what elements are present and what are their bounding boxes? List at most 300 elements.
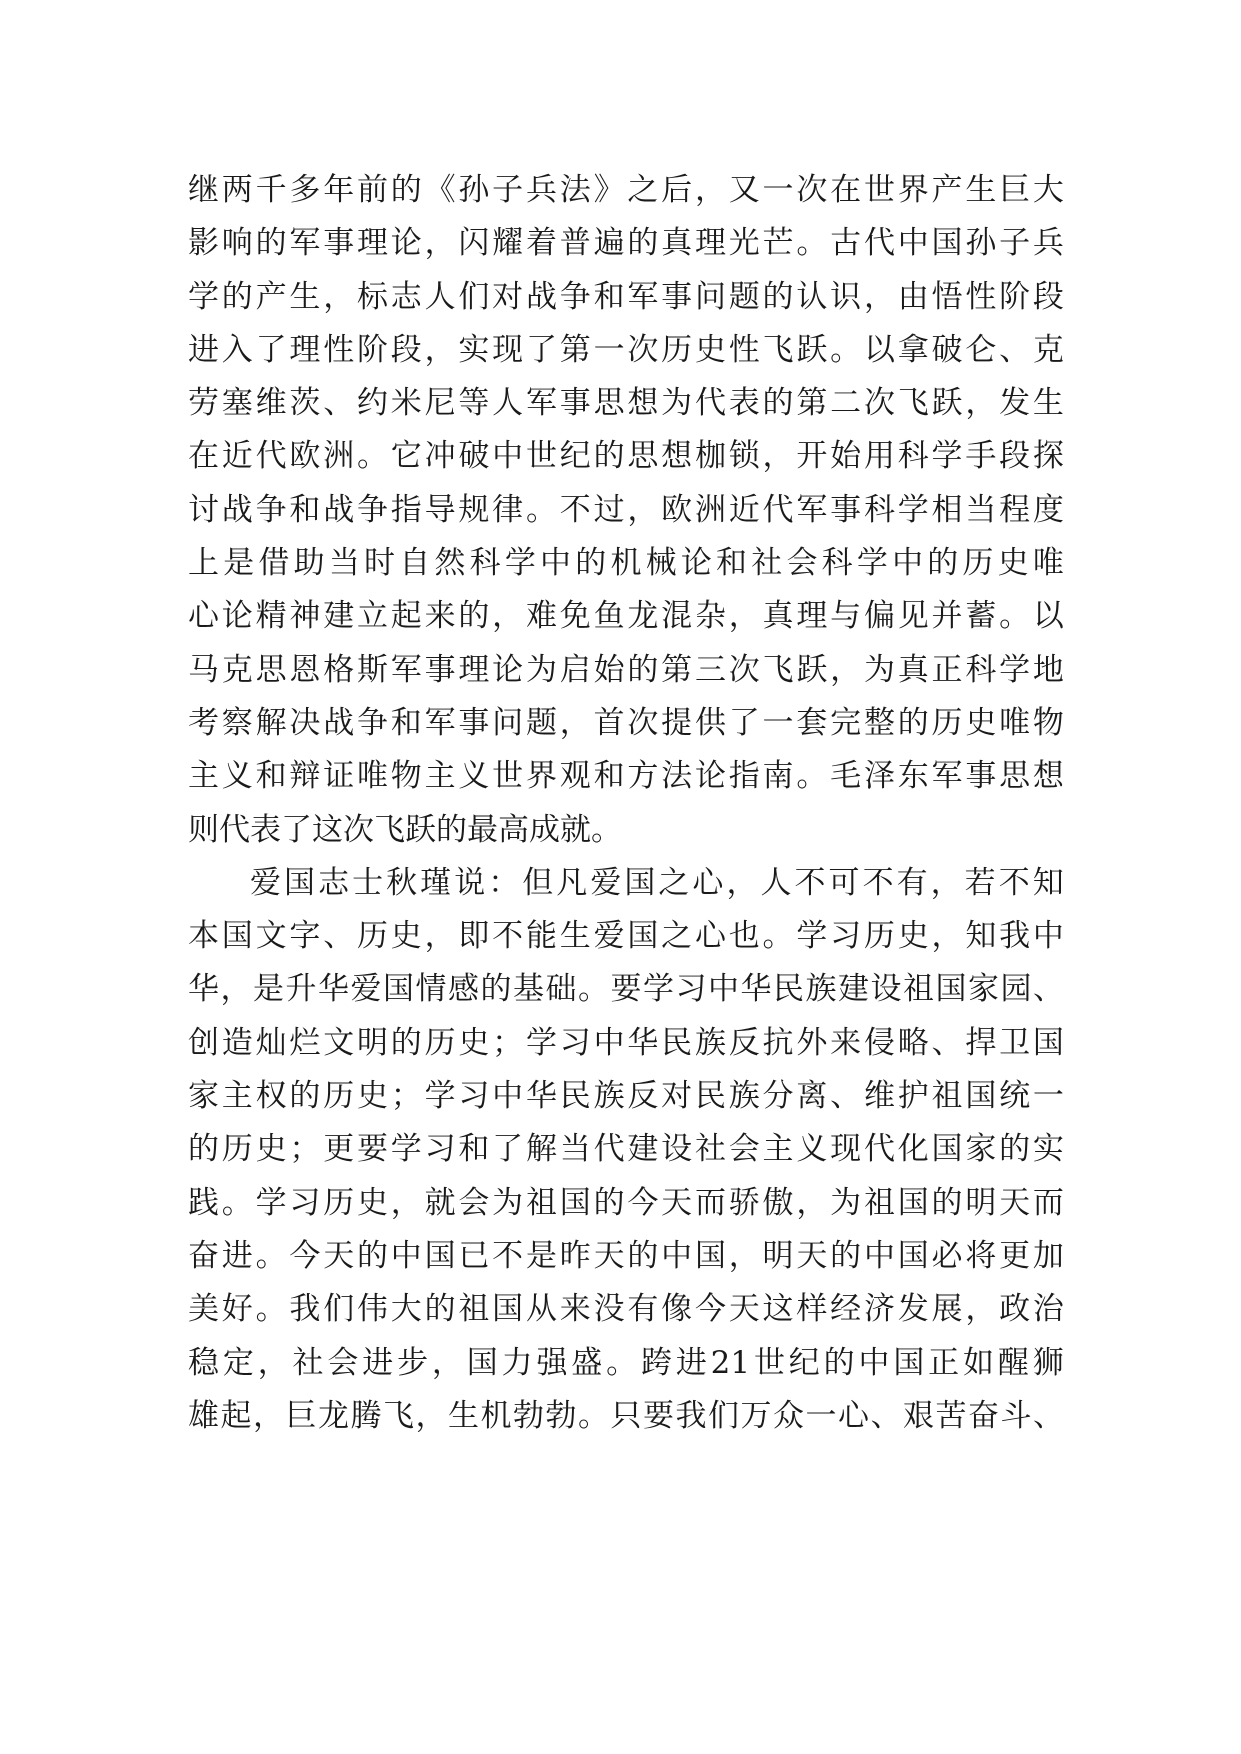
text-glyph: 不 [862, 864, 894, 901]
text-glyph: 的 [762, 385, 794, 422]
text-glyph: 我 [289, 1291, 321, 1328]
text-glyph: 孙 [458, 172, 490, 208]
text-glyph: 理 [356, 225, 388, 262]
text-glyph: 兵 [1032, 225, 1064, 262]
text-glyph: 们 [708, 1397, 739, 1434]
text-glyph: 次 [728, 651, 760, 688]
text-glyph: 见 [897, 598, 929, 635]
text-glyph: 的 [999, 1131, 1031, 1168]
text-glyph: 学 [255, 1184, 287, 1221]
text-glyph: 历 [424, 1024, 456, 1061]
text-glyph: 、 [999, 331, 1031, 368]
text-glyph: 泽 [863, 758, 895, 795]
text-glyph: 分 [762, 1078, 794, 1115]
text-glyph: 战 [221, 491, 253, 528]
text-glyph: 生 [1032, 385, 1064, 422]
text-glyph: 心 [692, 864, 724, 901]
text-glyph: 问 [492, 704, 524, 741]
text-glyph: 。 [525, 491, 557, 528]
text-glyph: 约 [356, 385, 388, 422]
text-glyph: 一 [762, 704, 794, 741]
text-glyph: 心 [694, 918, 726, 955]
text-glyph: 的 [762, 278, 794, 315]
text-glyph: 史 [694, 331, 726, 368]
text-glyph: 想 [627, 385, 659, 422]
text-glyph: 始 [830, 438, 862, 475]
text-glyph: 《 [424, 172, 456, 208]
text-glyph: 。 [356, 438, 388, 475]
text-glyph: 学 [188, 278, 219, 315]
text-glyph: 建 [627, 1131, 659, 1168]
text-glyph: 国 [383, 971, 414, 1008]
text-glyph: ； [390, 1078, 422, 1115]
text-glyph: 飞 [762, 331, 794, 368]
text-glyph: 物 [1032, 704, 1064, 741]
text-line [188, 1390, 1064, 1443]
text-glyph: 光 [728, 225, 760, 262]
text-glyph: 国 [897, 1237, 929, 1274]
text-glyph: 龙 [318, 1397, 349, 1434]
text-glyph: 神 [289, 598, 321, 635]
text-glyph: 是 [525, 1237, 557, 1274]
text-glyph: 历 [661, 331, 693, 368]
text-glyph: 进 [362, 1344, 394, 1381]
text-glyph: 发 [897, 1291, 929, 1328]
text-glyph: 论 [492, 651, 524, 688]
text-glyph: 世 [753, 1344, 785, 1381]
text-glyph: 华 [627, 1024, 659, 1061]
text-glyph: 供 [694, 704, 726, 741]
text-glyph: 题 [525, 704, 557, 741]
text-glyph: 现 [830, 1131, 862, 1168]
text-glyph: 在 [188, 438, 219, 475]
text-glyph: 律 [492, 491, 524, 528]
text-glyph: 探 [1032, 438, 1064, 475]
text-glyph: 和 [458, 1131, 490, 1168]
text-glyph: 历 [356, 918, 388, 955]
text-glyph: 21 [710, 1344, 751, 1381]
paragraph-1 [188, 164, 1064, 857]
text-glyph: 中 [593, 1024, 625, 1061]
text-glyph: 践 [188, 1184, 219, 1221]
text-glyph: 文 [323, 1024, 355, 1061]
text-glyph: 的 [931, 1184, 963, 1221]
text-glyph: 世 [492, 758, 524, 795]
text-glyph: 助 [293, 545, 325, 582]
text-glyph: 今 [627, 1184, 659, 1221]
text-glyph: 而 [1032, 1184, 1064, 1221]
text-glyph: 中 [897, 225, 929, 262]
text-glyph: 醒 [997, 1344, 1029, 1381]
text-glyph: 飞 [897, 385, 929, 422]
text-glyph: 思 [999, 758, 1031, 795]
text-glyph: 不 [559, 491, 591, 528]
text-glyph: 烂 [289, 1024, 321, 1061]
text-glyph: 国 [492, 1291, 524, 1328]
text-glyph: 的 [593, 1184, 625, 1221]
text-glyph: 维 [255, 385, 287, 422]
text-line [188, 537, 1064, 590]
text-glyph: 科 [897, 438, 929, 475]
text-glyph: 天 [999, 1184, 1031, 1221]
text-glyph: ， [965, 385, 997, 422]
text-glyph: 祖 [903, 971, 934, 1008]
text-glyph: 巨 [999, 172, 1031, 208]
text-glyph: 想 [661, 438, 693, 475]
text-glyph: 我 [675, 1397, 707, 1434]
text-glyph: 想 [1032, 758, 1064, 795]
text-glyph: 。 [606, 1344, 638, 1381]
text-glyph: 现 [492, 331, 524, 368]
text-glyph: 会 [728, 1131, 760, 1168]
text-glyph: 的 [390, 1024, 422, 1061]
text-glyph: 产 [255, 278, 287, 315]
text-line [188, 644, 1064, 697]
text-glyph: 爱 [593, 918, 625, 955]
text-glyph: 傲 [762, 1184, 794, 1221]
text-glyph: 学 [390, 1131, 422, 1168]
text-glyph: 性 [728, 331, 760, 368]
text-glyph: 志 [390, 278, 422, 315]
text-glyph: 史 [390, 918, 422, 955]
text-line [188, 857, 1064, 910]
text-glyph: 飞 [383, 1397, 414, 1434]
text-glyph: 家 [968, 971, 999, 1008]
text-glyph: 华 [188, 971, 219, 1008]
text-glyph: 家 [965, 1131, 997, 1168]
text-glyph: 过 [593, 491, 625, 528]
text-glyph: 精 [255, 598, 287, 635]
text-glyph: 族 [728, 1078, 760, 1115]
text-glyph: 中 [708, 971, 739, 1008]
text-glyph: 杂 [694, 598, 726, 635]
text-glyph: ， [431, 1344, 463, 1381]
text-glyph: 但 [522, 864, 554, 901]
text-glyph: 民 [559, 1078, 591, 1115]
text-glyph: 瑾 [420, 864, 452, 901]
text-glyph: 前 [356, 172, 388, 208]
text-glyph: 学 [643, 971, 674, 1008]
text-glyph: 反 [728, 1024, 760, 1061]
text-glyph: 军 [289, 225, 321, 262]
text-glyph: 我 [999, 918, 1031, 955]
text-glyph: 产 [931, 172, 963, 208]
text-glyph: 巨 [285, 1397, 317, 1434]
text-glyph: 的 [830, 1237, 862, 1274]
text-glyph: 起 [220, 1397, 252, 1434]
text-glyph: 学 [999, 651, 1031, 688]
text-glyph: 要 [356, 1131, 388, 1168]
text-line [188, 377, 1064, 430]
text-glyph: 中 [1032, 918, 1064, 955]
text-glyph: 国 [935, 971, 967, 1008]
text-glyph: 建 [838, 971, 869, 1008]
text-glyph: 真 [897, 651, 929, 688]
text-glyph: 年 [323, 172, 355, 208]
text-glyph: 世 [525, 438, 557, 475]
text-glyph: 问 [694, 278, 726, 315]
text-glyph: 方 [627, 758, 659, 795]
text-glyph: 理 [796, 598, 828, 635]
text-glyph: 悟 [931, 278, 963, 315]
text-glyph: 龙 [627, 598, 659, 635]
text-glyph: 会 [786, 545, 818, 582]
text-glyph: 就 [424, 1184, 456, 1221]
text-glyph: 们 [323, 1291, 355, 1328]
text-glyph: 为 [492, 1184, 524, 1221]
text-line [188, 324, 1064, 377]
text-line [188, 590, 1064, 643]
text-glyph: 伟 [356, 1291, 388, 1328]
text-glyph: 了 [728, 704, 760, 741]
text-glyph: 代 [863, 1131, 895, 1168]
text-glyph: 的 [424, 1291, 456, 1328]
text-glyph: 狮 [1032, 1344, 1064, 1381]
text-glyph: 勃 [545, 1397, 577, 1434]
text-glyph: 破 [458, 438, 490, 475]
text-glyph: 要 [643, 1397, 674, 1434]
text-glyph: 时 [364, 545, 396, 582]
text-glyph: 万 [740, 1397, 772, 1434]
text-glyph: 二 [830, 385, 862, 422]
text-glyph: 义 [796, 1131, 828, 1168]
text-glyph: 史 [965, 704, 997, 741]
text-line [188, 430, 1064, 483]
text-glyph: 今 [289, 1237, 321, 1274]
text-glyph: 国 [1032, 1024, 1064, 1061]
text-glyph: ， [220, 971, 252, 1008]
text-glyph: 蓄 [965, 598, 997, 635]
text-glyph: ， [863, 278, 895, 315]
text-glyph: 军 [390, 651, 422, 688]
text-glyph: 由 [897, 278, 929, 315]
text-glyph: 战 [323, 704, 355, 741]
text-glyph: 科 [821, 545, 853, 582]
text-glyph: 事 [424, 651, 456, 688]
text-glyph: 了 [255, 331, 287, 368]
text-glyph: 的 [289, 1078, 321, 1115]
text-glyph: 发 [999, 385, 1031, 422]
text-glyph: 的 [480, 971, 512, 1008]
text-glyph: 一 [1032, 1078, 1064, 1115]
text-glyph: 义 [458, 758, 490, 795]
text-glyph: 近 [728, 491, 760, 528]
text-glyph: 洲 [323, 438, 355, 475]
text-glyph: 历 [863, 918, 895, 955]
text-glyph: 纪 [788, 1344, 820, 1381]
text-glyph: 入 [221, 331, 253, 368]
text-glyph: 争 [559, 278, 591, 315]
text-glyph: 法 [661, 758, 693, 795]
text-glyph: 中 [863, 1237, 895, 1274]
text-glyph: 古 [830, 225, 862, 262]
text-glyph: 历 [221, 1131, 253, 1168]
text-glyph: 。 [255, 1291, 287, 1328]
text-glyph: 心 [838, 1397, 869, 1434]
text-glyph: 习 [675, 971, 707, 1008]
text-glyph: 是 [223, 545, 255, 582]
text-glyph: 中 [492, 1078, 524, 1115]
text-line [188, 1070, 1064, 1123]
text-glyph: 与 [830, 598, 862, 635]
text-line [188, 1017, 1064, 1070]
text-glyph: 实 [1032, 1131, 1064, 1168]
text-glyph: 代 [863, 225, 895, 262]
text-glyph: 国 [965, 1078, 997, 1115]
text-line [188, 271, 1064, 324]
text-glyph: 是 [253, 971, 284, 1008]
text-glyph: 盛 [571, 1344, 603, 1381]
text-glyph: 习 [559, 1024, 591, 1061]
text-glyph: 械 [645, 545, 677, 582]
text-glyph: ， [930, 864, 962, 901]
text-glyph: 明 [762, 1237, 794, 1274]
text-glyph: 必 [931, 1237, 963, 1274]
text-glyph: 自 [399, 545, 431, 582]
text-glyph: 然 [434, 545, 466, 582]
text-glyph: 论 [694, 758, 726, 795]
text-glyph: 跃 [796, 331, 828, 368]
text-glyph: 后 [661, 172, 693, 208]
text-glyph: 偏 [863, 598, 895, 635]
text-glyph: 正 [928, 1344, 960, 1381]
text-glyph: ， [559, 704, 591, 741]
text-glyph: 之 [661, 918, 693, 955]
text-glyph: 志 [318, 864, 350, 901]
text-glyph: 生 [965, 172, 997, 208]
text-glyph: 华 [318, 971, 349, 1008]
text-glyph: 近 [221, 438, 253, 475]
text-glyph: 鱼 [593, 598, 625, 635]
text-glyph: 文 [255, 918, 287, 955]
text-glyph: 政 [999, 1291, 1031, 1328]
text-glyph: 事 [965, 758, 997, 795]
text-glyph: 并 [931, 598, 963, 635]
text-glyph: 论 [221, 598, 253, 635]
text-glyph: 跃 [931, 385, 963, 422]
text-glyph: 地 [1032, 651, 1064, 688]
text-glyph: 枷 [694, 438, 726, 475]
text-glyph: 论 [680, 545, 712, 582]
text-glyph: 历 [931, 704, 963, 741]
text-glyph: 的 [356, 1237, 388, 1274]
text-line [188, 1123, 1064, 1176]
text-glyph: 破 [931, 331, 963, 368]
text-glyph: 腾 [350, 1397, 382, 1434]
text-glyph: 段 [999, 438, 1031, 475]
text-glyph: 历 [323, 1078, 355, 1115]
text-glyph: ， [424, 918, 456, 955]
text-glyph: 一 [805, 1397, 837, 1434]
text-glyph: ， [762, 438, 794, 475]
text-glyph: 家 [188, 1078, 219, 1115]
text-glyph: 略 [897, 1024, 929, 1061]
text-glyph: 济 [863, 1291, 895, 1328]
text-line [188, 1177, 1064, 1230]
text-glyph: 次 [627, 331, 659, 368]
text-glyph: 加 [1032, 1237, 1064, 1274]
text-glyph: 离 [796, 1078, 828, 1115]
text-glyph: ， [796, 1184, 828, 1221]
text-glyph: 真 [661, 225, 693, 262]
text-glyph: 开 [796, 438, 828, 475]
paragraph-2 [188, 857, 1064, 1443]
text-glyph: 大 [390, 1291, 422, 1328]
text-glyph: 跨 [640, 1344, 672, 1381]
text-glyph: 军 [627, 278, 659, 315]
text-glyph: 生 [559, 918, 591, 955]
text-glyph: 可 [828, 864, 860, 901]
text-glyph: 史 [997, 545, 1029, 582]
text-glyph: 中 [390, 1237, 422, 1274]
text-glyph: 中 [661, 1237, 693, 1274]
text-glyph: 东 [897, 758, 929, 795]
text-glyph: 爱 [590, 864, 622, 901]
text-glyph: 民 [773, 971, 804, 1008]
text-glyph: 即 [458, 918, 490, 955]
text-glyph: 为 [830, 1184, 862, 1221]
text-glyph: 义 [221, 758, 253, 795]
text-glyph: 恩 [289, 651, 321, 688]
text-glyph: 。 [830, 331, 862, 368]
text-glyph: 凡 [556, 864, 588, 901]
text-glyph: 国 [893, 1344, 925, 1381]
text-glyph: 认 [796, 278, 828, 315]
text-glyph: 毛 [830, 758, 862, 795]
text-glyph: 已 [458, 1237, 490, 1274]
text-glyph: 主 [221, 1078, 253, 1115]
text-glyph: 、 [323, 385, 355, 422]
text-glyph: 、 [870, 1397, 902, 1434]
text-glyph: 代 [593, 1131, 625, 1168]
text-glyph: 次 [627, 704, 659, 741]
text-glyph: 史 [356, 1078, 388, 1115]
text-glyph: 第 [796, 385, 828, 422]
text-glyph: 的 [627, 651, 659, 688]
text-glyph: 马 [188, 651, 219, 688]
text-glyph: 和 [716, 545, 748, 582]
text-glyph: 唯 [356, 758, 388, 795]
text-glyph: 国 [466, 1344, 498, 1381]
text-glyph: 学 [424, 1078, 456, 1115]
text-glyph: 雄 [188, 1397, 219, 1434]
text-glyph: 、 [931, 1024, 963, 1061]
text-glyph: 表 [728, 385, 760, 422]
text-glyph: 响 [221, 225, 253, 262]
text-glyph: 性 [323, 331, 355, 368]
text-glyph: ， [965, 1291, 997, 1328]
text-glyph: 来 [559, 1291, 591, 1328]
text-glyph: 整 [863, 704, 895, 741]
text-glyph: 稳 [188, 1344, 219, 1381]
text-glyph: 科 [469, 545, 501, 582]
text-glyph: ， [390, 1184, 422, 1221]
text-glyph: 习 [458, 1078, 490, 1115]
text-glyph: 实 [458, 331, 490, 368]
text-glyph: 的 [627, 1237, 659, 1274]
text-glyph: 。 [221, 1184, 253, 1221]
text-glyph: 天 [728, 1291, 760, 1328]
text-glyph: 仑 [965, 331, 997, 368]
text-glyph: 证 [323, 758, 355, 795]
text-glyph: 、 [1033, 971, 1064, 1008]
text-glyph: 争 [356, 491, 388, 528]
text-glyph: 主 [424, 758, 456, 795]
text-glyph: 会 [327, 1344, 359, 1381]
text-glyph: 指 [390, 491, 422, 528]
text-glyph: 要 [610, 971, 642, 1008]
text-glyph: 思 [627, 438, 659, 475]
